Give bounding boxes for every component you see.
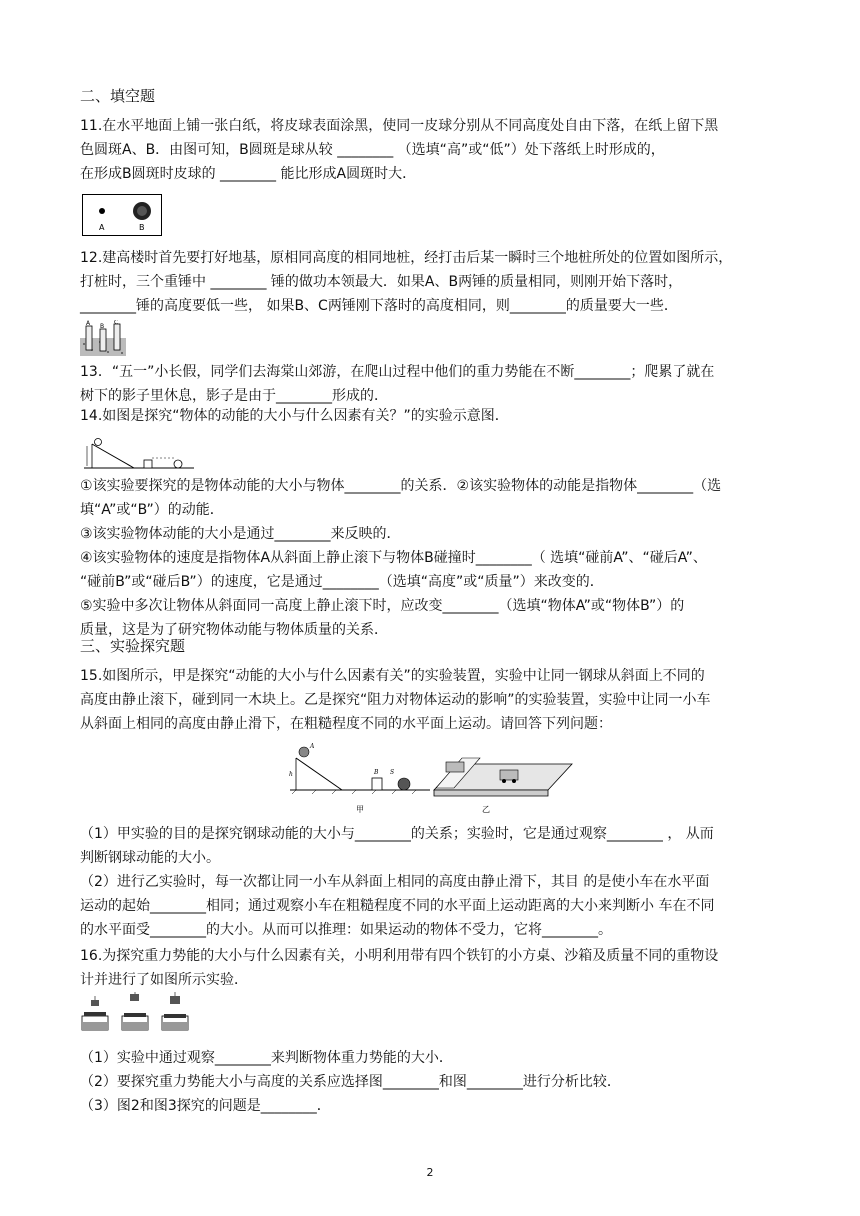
- q15-line-1: 15.如图所示，甲是探究“动能的大小与什么因素有关”的实验装置，实验中让同一钢球从斜面上不同的: [80, 668, 705, 684]
- question-14-body: [80, 474, 780, 642]
- q16-line-1: 16.为探究重力势能的大小与什么因素有关，小明利用带有四个铁钉的小方桌、沙箱及质量不同的重物设: [80, 948, 719, 964]
- question-15: [80, 664, 780, 736]
- page-number: 2: [426, 1166, 434, 1179]
- question-16: [80, 944, 780, 992]
- q15-sub-line-5: 的水平面受________的大小。从而可以推理：如果运动的物体不受力，它将________。: [80, 922, 612, 938]
- q14-line-4: ④该实验物体的速度是指物体A从斜面上静止滚下与物体B碰撞时________（ 选填“碰前A”、“碰后A”、: [80, 550, 707, 566]
- q11-line-3: 在形成B圆斑时皮球的 ________ 能比形成A圆斑时大．: [80, 166, 417, 182]
- q15-label-block: B: [374, 769, 379, 776]
- q14-line-2: 填“A”或“B”）的动能．: [80, 502, 224, 518]
- question-12: [80, 246, 780, 318]
- question-13: [80, 360, 780, 408]
- q14-line-3: ③该实验物体动能的大小是通过________来反映的．: [80, 526, 401, 542]
- q12-line-2: 打桩时，三个重锤中 ________ 锤的做功本领最大．如果A、B两锤的质量相同，则刚开始下落时，: [80, 274, 683, 290]
- q11-line-2: 色圆斑A、B．由图可知，B圆斑是球从较 ________ （选填“高”或“低”）处下落纸上时形成的，: [80, 142, 665, 158]
- q12-label-b: B: [100, 323, 105, 330]
- q11-line-1: 11.在水平地面上铺一张白纸，将皮球表面涂黑，使同一皮球分别从不同高度处自由下落，在纸上留下黑: [80, 118, 719, 134]
- question-14-intro: 14.如图是探究“物体的动能的大小与什么因素有关？”的实验示意图．: [80, 408, 509, 424]
- q13-line-1: 13．“五一”小长假，同学们去海棠山郊游，在爬山过程中他们的重力势能在不断________；爬累了就在: [80, 364, 715, 380]
- q14-figure-ramp: [84, 436, 196, 470]
- q15-label-distance: S: [390, 769, 395, 776]
- q12-line-1: 12.建高楼时首先要打好地基，原相同高度的相同地桩，经打击后某一瞬时三个地桩所处的位置如图所示，: [80, 250, 733, 266]
- q14-line-5: “碰前B”或“碰后B”）的速度，它是通过________（选填“高度”或“质量”）来改变的．: [80, 574, 604, 590]
- q16-sub-line-2: （2）要探究重力势能大小与高度的关系应选择图________和图________进行分析比较．: [80, 1074, 621, 1090]
- q15-line-2: 高度由静止滚下，碰到同一木块上。乙是探究“阻力对物体运动的影响”的实验装置，实验中让同一小车: [80, 692, 711, 708]
- q16-fig-3: [162, 992, 188, 1030]
- q16-sub-line-1: （1）实验中通过观察________来判断物体重力势能的大小．: [80, 1050, 453, 1066]
- q16-fig-1: [82, 996, 108, 1030]
- q12-line-3: ________锤的高度要低一些， 如果B、C两锤刚下落时的高度相同，则________的质量要大一些．: [80, 298, 678, 314]
- q16-figure-sandbox: [80, 992, 192, 1038]
- q11-label-a: A: [99, 223, 105, 232]
- section-title-fill-in: 二、填空题: [80, 87, 156, 105]
- q15-sub-line-2: 判断钢球动能的大小。: [80, 850, 220, 866]
- q16-line-2: 计并进行了如图所示实验．: [80, 972, 248, 988]
- q15-label-yi: 乙: [482, 805, 490, 814]
- question-11: [80, 114, 780, 186]
- q16-sub-line-3: （3）图2和图3探究的问题是________．: [80, 1098, 331, 1114]
- q16-fig-2: [122, 992, 148, 1030]
- question-16-subs: [80, 1046, 780, 1118]
- q11-label-b: B: [139, 223, 145, 232]
- question-15-subs: [80, 822, 780, 942]
- q15-label-height: h: [289, 771, 293, 778]
- q12-label-c: C: [114, 320, 119, 326]
- q12-figure-piles: [80, 320, 126, 356]
- section-title-experiments: 三、实验探究题: [80, 637, 186, 655]
- q15-sub-line-3: （2）进行乙实验时，每一次都让同一小车从斜面上相同的高度由静止滑下，其目 的是使小车在水平面: [80, 874, 710, 890]
- q15-figure-apparatus: [286, 740, 574, 816]
- q15-line-3: 从斜面上相同的高度由静止滑下，在粗糙程度不同的水平面上运动。请回答下列问题：: [80, 716, 612, 732]
- q13-line-2: 树下的影子里休息，影子是由于________形成的．: [80, 388, 388, 404]
- q15-label-jia: 甲: [356, 805, 364, 814]
- q12-label-a: A: [86, 320, 91, 327]
- q15-sub-line-4: 运动的起始________相同；通过观察小车在粗糙程度不同的水平面上运动距离的大小来判断小 车在不同: [80, 898, 715, 914]
- q15-sub-line-1: （1）甲实验的目的是探究钢球动能的大小与________的关系；实验时，它是通过观察________ ， 从而: [80, 826, 714, 842]
- q14-line-6: ⑤实验中多次让物体从斜面同一高度上静止滚下时，应改变________（选填“物体A”或“物体B”）的: [80, 598, 685, 614]
- q14-line-1: ①该实验要探究的是物体动能的大小与物体________的关系．②该实验物体的动能是指物体________（选: [80, 478, 722, 494]
- q11-figure-spots: [82, 194, 162, 236]
- q14-line-7: 质量，这是为了研究物体动能与物体质量的关系．: [80, 622, 388, 638]
- q15-label-ball: A: [310, 743, 315, 750]
